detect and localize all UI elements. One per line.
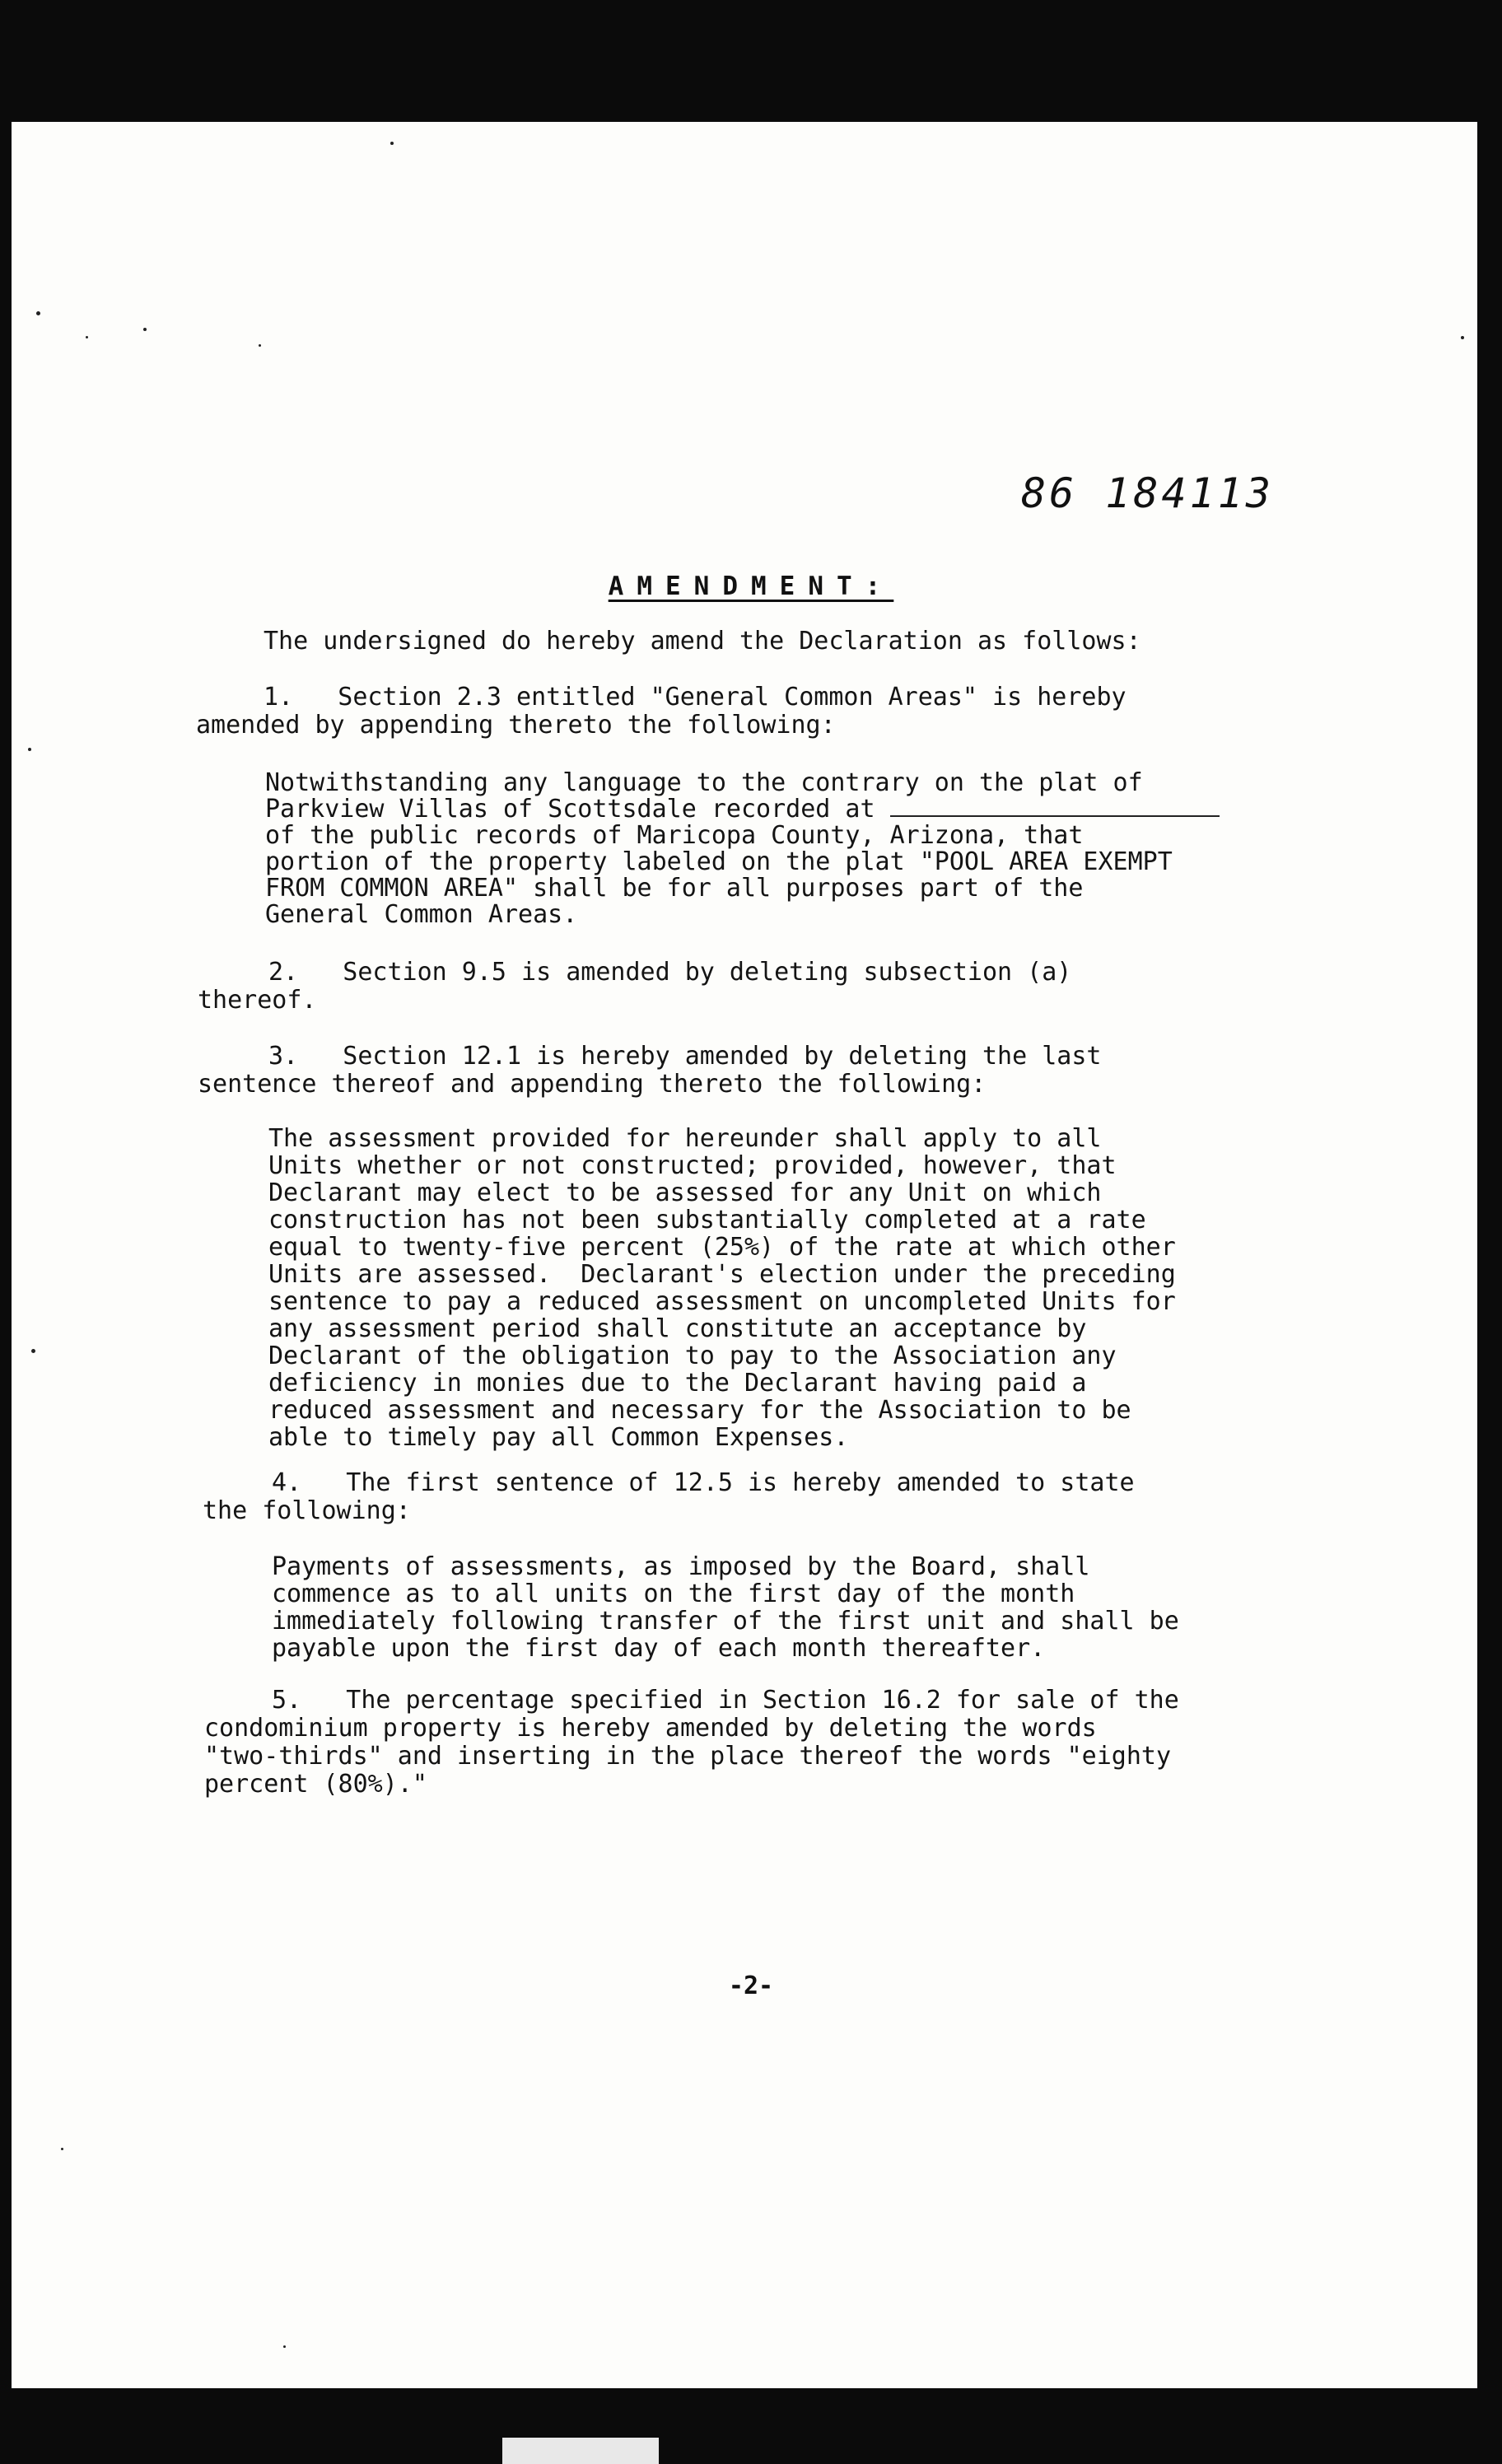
item-2-line: thereof. [198,986,317,1015]
item-4-line: 4. The first sentence of 12.5 is hereby amended to state [272,1468,1135,1497]
quote-1-line: portion of the property labeled on the plat "POOL AREA EXEMPT [265,847,1173,876]
quote-1-line [265,796,1220,824]
scan-speck [390,142,394,145]
item-5-line: 5. The percentage specified in Section 16.2 for sale of the [272,1686,1179,1715]
quote-3-line: Payments of assessments, as imposed by the Board, shall [272,1552,1090,1581]
scan-speck [86,336,88,338]
quote-2-line: construction has not been substantially completed at a rate [268,1206,1146,1234]
scan-top-border [0,0,1502,122]
item-5-line: percent (80%)." [204,1770,427,1799]
quote-1-text: Parkview Villas of Scottsdale recorded at [265,795,875,824]
page-title: AMENDMENT: [608,572,894,601]
quote-1-line: Notwithstanding any language to the contrary on the plat of [265,768,1143,797]
quote-3-line: commence as to all units on the first day of the month [272,1580,1075,1608]
quote-1-line: General Common Areas. [265,900,578,929]
item-2-line: 2. Section 9.5 is amended by deleting subsection (a) [268,958,1072,987]
scan-speck [61,2148,63,2150]
quote-2-line: any assessment period shall constitute an acceptance by [268,1314,1087,1343]
scan-speck [283,2345,286,2348]
item-3-line: 3. Section 12.1 is hereby amended by deleting the last [268,1042,1102,1071]
item-4-line: the following: [203,1496,411,1525]
intro-text: The undersigned do hereby amend the Declaration as follows: [264,627,1141,656]
recording-blank [890,797,1220,817]
quote-1-line: of the public records of Maricopa County, Arizona, that [265,821,1084,850]
quote-2-line: The assessment provided for hereunder shall apply to all [268,1124,1102,1153]
quote-2-line: Units are assessed. Declarant's election under the preceding [268,1260,1176,1289]
quote-2-line: Units whether or not constructed; provided, however, that [268,1151,1117,1180]
quote-2-line: Declarant may elect to be assessed for any Unit on which [268,1178,1102,1207]
quote-2-line: equal to twenty-five percent (25%) of the rate at which other [268,1233,1176,1262]
scan-speck [143,328,147,331]
quote-2-line: sentence to pay a reduced assessment on uncompleted Units for [268,1287,1176,1316]
item-1-line: 1. Section 2.3 entitled "General Common Areas" is hereby [264,683,1126,712]
item-1-line: amended by appending thereto the following: [196,711,836,740]
item-3-line: sentence thereof and appending thereto the following: [198,1070,987,1099]
page-number: -2- [728,1972,774,2000]
scan-speck [1461,336,1464,339]
scan-speck [259,344,261,347]
scan-speck [36,311,40,315]
document-number: 86 184113 [1021,469,1274,517]
quote-2-line: able to timely pay all Common Expenses. [268,1423,849,1452]
scan-speck [28,748,31,751]
quote-2-line: Declarant of the obligation to pay to the Association any [268,1342,1117,1370]
quote-1-line: FROM COMMON AREA" shall be for all purposes part of the [265,874,1084,903]
scan-bottom-tab [502,2438,659,2464]
quote-3-line: immediately following transfer of the first unit and shall be [272,1607,1179,1636]
quote-2-line: reduced assessment and necessary for the Association to be [268,1396,1131,1425]
item-5-line: "two-thirds" and inserting in the place thereof the words "eighty [204,1742,1171,1771]
scan-speck [31,1349,35,1353]
item-5-line: condominium property is hereby amended by deleting the words [204,1714,1097,1743]
quote-3-line: payable upon the first day of each month thereafter. [272,1634,1046,1663]
quote-2-line: deficiency in monies due to the Declarant having paid a [268,1369,1087,1398]
